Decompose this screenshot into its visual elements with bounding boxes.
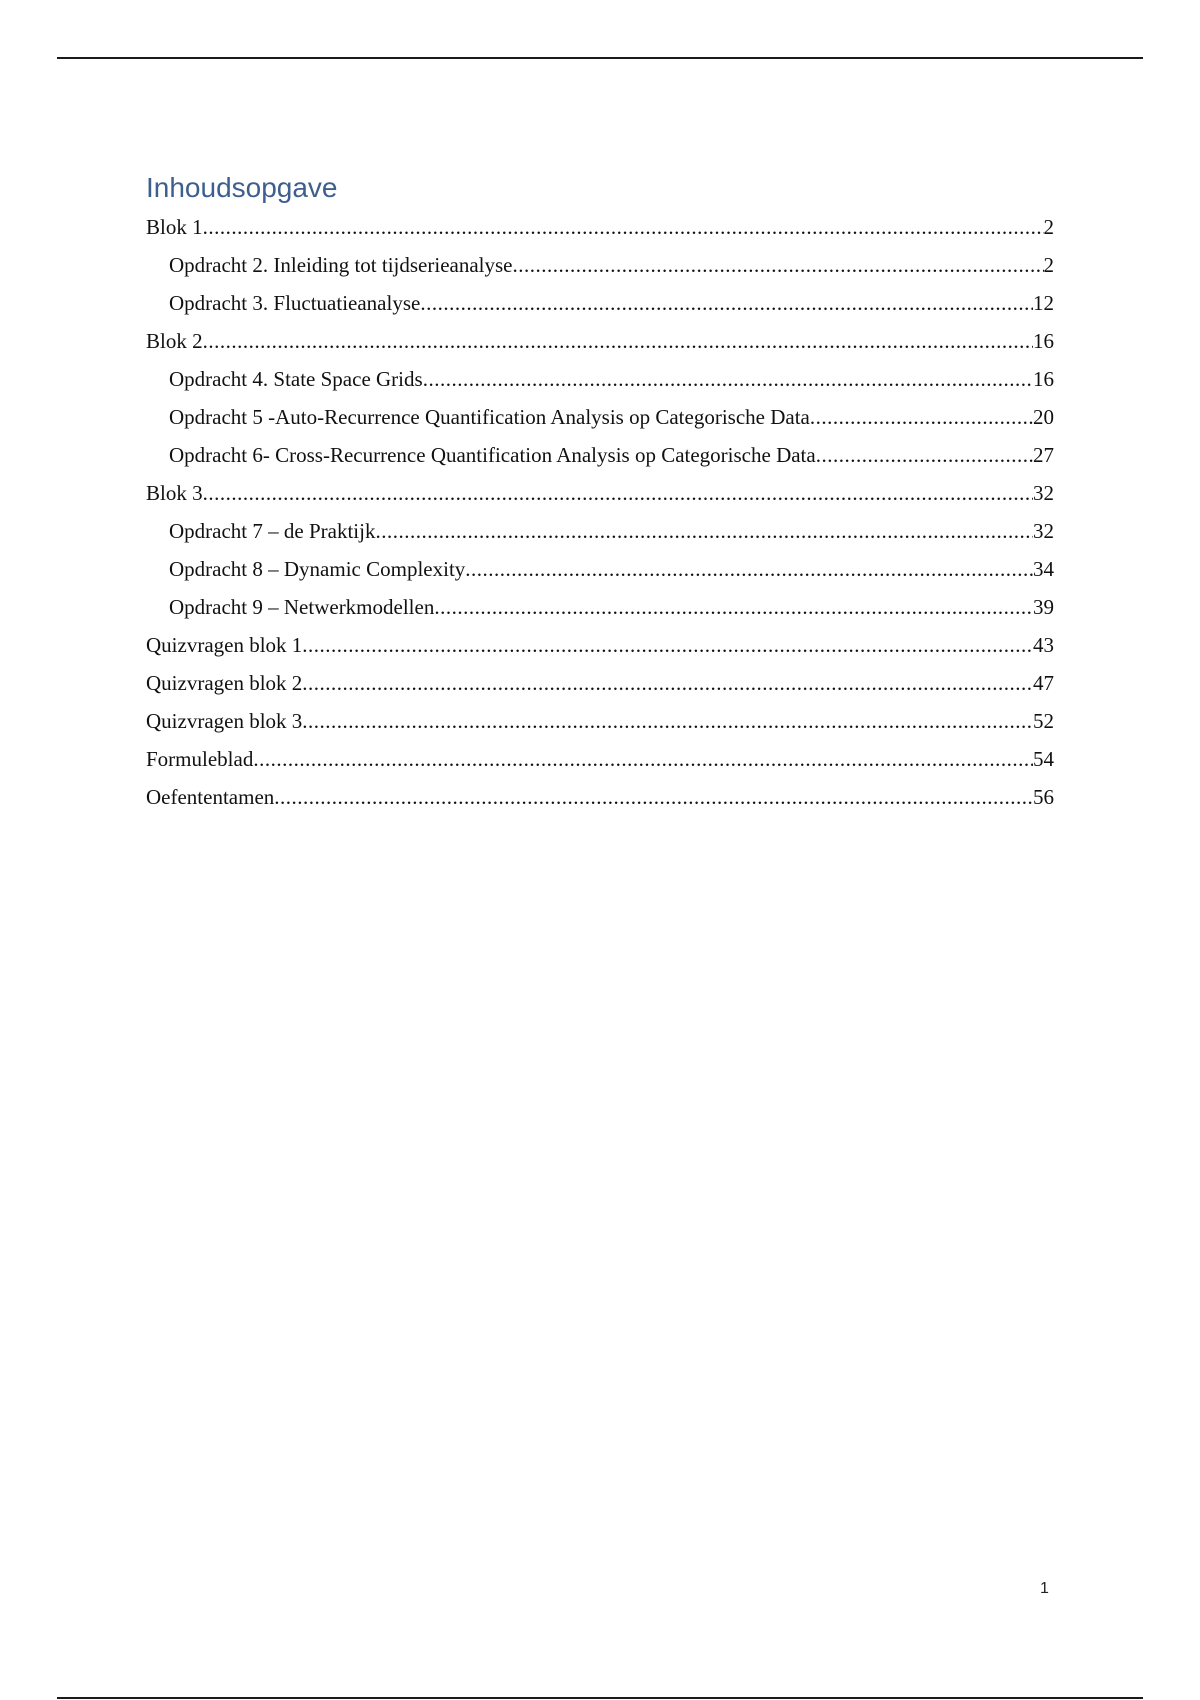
toc-entry-title: Blok 3 — [146, 481, 203, 505]
toc-dot-leader — [274, 778, 1033, 816]
toc-entry[interactable] — [146, 322, 1054, 360]
toc-dot-leader — [302, 626, 1033, 664]
page-number: 1 — [1040, 1580, 1049, 1597]
toc-entry-page: 56 — [1033, 785, 1054, 809]
toc-entry-title: Quizvragen blok 2 — [146, 671, 303, 695]
toc-dot-leader — [302, 664, 1033, 702]
toc-dot-leader — [465, 550, 1033, 588]
toc-entry-title: Quizvragen blok 3 — [146, 709, 303, 733]
toc-dot-leader — [203, 322, 1033, 360]
toc-entry-page: 20 — [1033, 405, 1054, 429]
toc-entry-page: 32 — [1033, 519, 1054, 543]
toc-entry-page: 16 — [1033, 329, 1054, 353]
toc-dot-leader — [423, 360, 1033, 398]
toc-entry[interactable] — [146, 208, 1054, 246]
toc-entry-title: Oefententamen — [146, 785, 275, 809]
toc-entry[interactable] — [146, 626, 1054, 664]
toc-entry-page: 34 — [1033, 557, 1054, 581]
toc-list — [146, 208, 1054, 816]
toc-entry-page: 16 — [1033, 367, 1054, 391]
toc-entry[interactable] — [146, 702, 1054, 740]
toc-entry[interactable] — [146, 284, 1054, 322]
toc-entry-page: 32 — [1033, 481, 1054, 505]
toc-entry-title: Blok 1 — [146, 215, 203, 239]
toc-entry[interactable] — [146, 246, 1054, 284]
toc-entry-title: Opdracht 4. State Space Grids — [169, 367, 423, 391]
toc-entry-title: Opdracht 5 -Auto-Recurrence Quantification Analysis op Categorische Data — [169, 405, 810, 429]
toc-entry-title: Opdracht 8 – Dynamic Complexity — [169, 557, 466, 581]
toc-entry[interactable] — [146, 398, 1054, 436]
toc-dot-leader — [816, 436, 1033, 474]
toc-dot-leader — [203, 474, 1033, 512]
toc-dot-leader — [434, 588, 1033, 626]
toc-entry-page: 12 — [1033, 291, 1054, 315]
header-rule — [57, 57, 1143, 59]
toc-entry-title: Opdracht 3. Fluctuatieanalyse — [169, 291, 421, 315]
toc-entry-title: Quizvragen blok 1 — [146, 633, 303, 657]
toc-entry-page: 47 — [1033, 671, 1054, 695]
toc-entry-page: 43 — [1033, 633, 1054, 657]
toc-dot-leader — [513, 246, 1044, 284]
toc-entry-title: Formuleblad — [146, 747, 254, 771]
toc-entry-page: 27 — [1033, 443, 1054, 467]
toc-dot-leader — [810, 398, 1033, 436]
table-of-contents — [146, 168, 1054, 816]
toc-entry-title: Opdracht 7 – de Praktijk — [169, 519, 376, 543]
toc-entry-page: 54 — [1033, 747, 1054, 771]
toc-entry[interactable] — [146, 360, 1054, 398]
toc-entry[interactable] — [146, 664, 1054, 702]
toc-dot-leader — [420, 284, 1033, 322]
toc-entry-page: 2 — [1043, 253, 1054, 277]
toc-entry[interactable] — [146, 778, 1054, 816]
toc-dot-leader — [253, 740, 1033, 778]
toc-entry[interactable] — [146, 588, 1054, 626]
toc-dot-leader — [203, 208, 1044, 246]
toc-entry-page: 39 — [1033, 595, 1054, 619]
toc-entry[interactable] — [146, 512, 1054, 550]
toc-entry-title: Opdracht 9 – Netwerkmodellen — [169, 595, 435, 619]
toc-entry[interactable] — [146, 550, 1054, 588]
toc-dot-leader — [302, 702, 1033, 740]
toc-entry[interactable] — [146, 740, 1054, 778]
toc-entry[interactable] — [146, 436, 1054, 474]
toc-heading: Inhoudsopgave — [146, 172, 338, 203]
toc-entry-title: Blok 2 — [146, 329, 203, 353]
toc-entry-title: Opdracht 6- Cross-Recurrence Quantification Analysis op Categorische Data — [169, 443, 816, 467]
toc-entry-title: Opdracht 2. Inleiding tot tijdserieanalyse — [169, 253, 513, 277]
footer-rule — [57, 1697, 1143, 1699]
toc-entry-page: 52 — [1033, 709, 1054, 733]
toc-entry-page: 2 — [1043, 215, 1054, 239]
toc-dot-leader — [375, 512, 1033, 550]
toc-entry[interactable] — [146, 474, 1054, 512]
